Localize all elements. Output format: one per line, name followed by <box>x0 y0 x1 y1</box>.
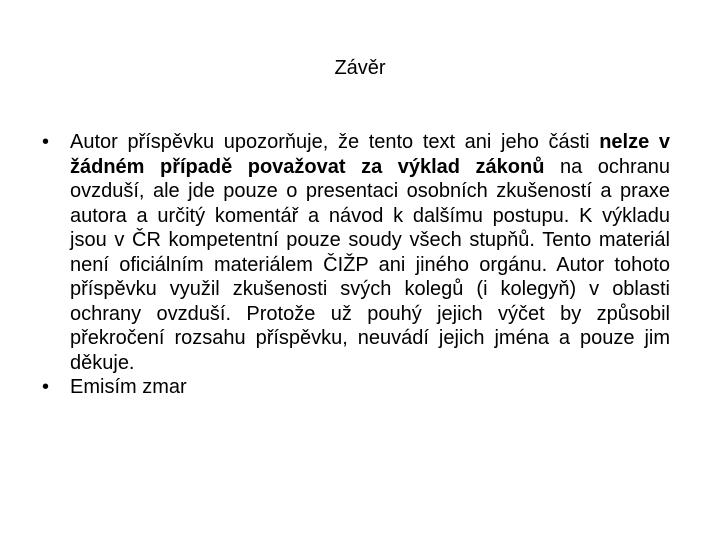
disclaimer-paragraph <box>70 130 670 375</box>
disclaimer-text-end: na ochranu ovzduší, ale jde pouze o presentaci osobních zkušeností a praxe autora a určitý komentář a návod k dalšímu postupu. K výkladu jsou v ČR kompetentní pouze soudy všech stupňů. Tento materiál není oficiálním materiálem ČIŽP ani jiného orgánu. Autor tohoto příspěvku využil zkušenosti svých kolegů (i kolegyň) v oblasti ochrany ovzduší. Protože už pouhý jejich výčet by způsobil překročení rozsahu příspěvku, neuvádí jejich jména a pouze jim děkuje. <box>70 155 670 374</box>
disclaimer-text-start: Autor příspěvku upozorňuje, že tento text ani jeho části <box>70 131 600 153</box>
bullet-list <box>42 130 670 400</box>
disclaimer-bold-text: nelze v žádném případě považovat za výklad zákonů <box>70 131 670 178</box>
bullet-item-disclaimer <box>42 130 670 375</box>
slide-title: Závěr <box>334 57 386 79</box>
bullet-icon: • <box>42 131 50 153</box>
closing-text: Emisím zmar <box>70 376 187 398</box>
bullet-icon: • <box>42 376 50 398</box>
bullet-item-closing <box>42 375 670 400</box>
